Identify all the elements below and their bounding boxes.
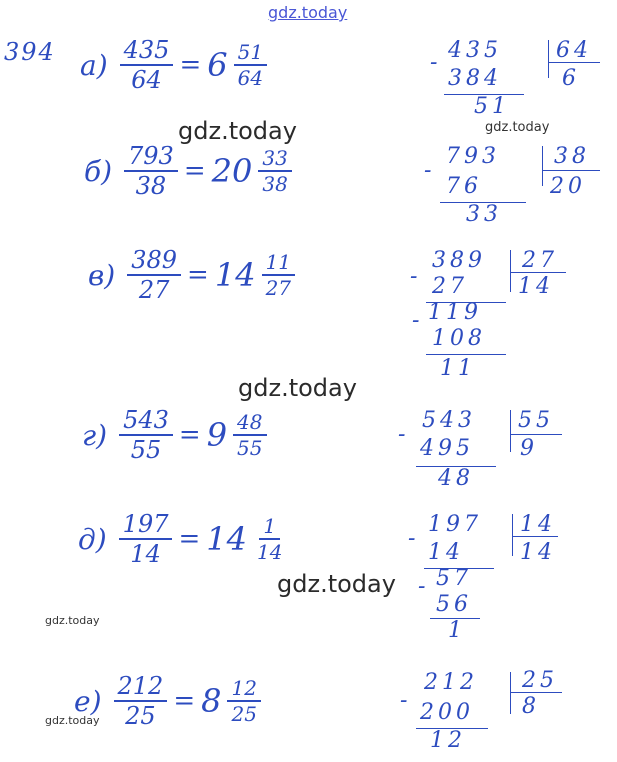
numerator: 793 bbox=[124, 144, 178, 172]
whole-part: 14 bbox=[214, 256, 256, 294]
minus-sign: - bbox=[424, 158, 432, 183]
watermark: gdz.today bbox=[178, 117, 297, 145]
item-label: а) bbox=[80, 48, 108, 82]
denominator: 55 bbox=[237, 436, 263, 460]
divisor: 64 bbox=[556, 38, 592, 63]
denominator: 64 bbox=[237, 66, 264, 90]
numerator: 435 bbox=[120, 38, 174, 66]
denominator: 38 bbox=[135, 172, 167, 200]
division-bar bbox=[510, 672, 511, 714]
numerator: 11 bbox=[262, 252, 295, 276]
division-bar bbox=[510, 250, 511, 292]
denominator: 25 bbox=[231, 702, 257, 726]
minus-sign: - bbox=[412, 308, 420, 333]
equals-sign: = bbox=[187, 260, 209, 290]
quotient: 14 bbox=[520, 540, 556, 565]
numerator: 543 bbox=[119, 408, 173, 436]
quotient: 6 bbox=[562, 66, 580, 91]
equals-sign: = bbox=[179, 50, 202, 80]
watermark: gdz.today bbox=[45, 614, 100, 627]
step: 119 bbox=[428, 300, 482, 325]
minus-sign: - bbox=[410, 264, 418, 289]
numerator: 389 bbox=[127, 248, 181, 276]
item-label: в) bbox=[88, 258, 116, 292]
fraction bbox=[119, 408, 173, 462]
numerator: 12 bbox=[227, 678, 260, 702]
long-division-c bbox=[410, 248, 590, 388]
step: 57 bbox=[436, 566, 472, 591]
numerator: 212 bbox=[114, 674, 168, 702]
remainder: 11 bbox=[440, 356, 476, 381]
item-label: е) bbox=[74, 684, 102, 718]
dividend: 389 bbox=[432, 248, 486, 273]
numerator: 197 bbox=[119, 512, 173, 540]
quotient: 14 bbox=[518, 274, 554, 299]
numerator: 48 bbox=[233, 412, 266, 436]
dividend: 793 bbox=[446, 144, 500, 169]
numerator: 1 bbox=[259, 516, 280, 540]
quotient: 9 bbox=[520, 436, 538, 461]
divisor-rule bbox=[542, 170, 600, 171]
equation-f bbox=[74, 674, 261, 728]
equals-sign: = bbox=[178, 420, 201, 450]
denominator: 25 bbox=[125, 702, 156, 730]
equation-c bbox=[88, 248, 295, 302]
whole-part: 6 bbox=[207, 46, 228, 84]
whole-part: 9 bbox=[206, 416, 228, 454]
step: 27 bbox=[432, 274, 468, 299]
division-bar bbox=[510, 410, 511, 452]
numerator: 33 bbox=[258, 148, 291, 172]
fraction bbox=[124, 144, 178, 198]
step: 384 bbox=[448, 66, 502, 91]
watermark: gdz.today bbox=[485, 120, 550, 135]
divisor: 38 bbox=[554, 144, 590, 169]
step: 14 bbox=[428, 540, 464, 565]
division-bar bbox=[512, 514, 513, 556]
divisor-rule bbox=[510, 434, 562, 435]
denominator: 27 bbox=[265, 276, 292, 300]
watermark: gdz.today bbox=[238, 374, 357, 402]
item-label: б) bbox=[84, 154, 113, 188]
minus-sign: - bbox=[430, 50, 438, 75]
denominator: 27 bbox=[138, 276, 170, 304]
watermark: gdz.today bbox=[45, 714, 100, 727]
fraction bbox=[120, 38, 174, 92]
dividend: 543 bbox=[422, 408, 476, 433]
divisor-rule bbox=[510, 692, 562, 693]
equation-e bbox=[78, 512, 286, 566]
minus-sign: - bbox=[400, 688, 408, 713]
result-fraction bbox=[233, 412, 266, 458]
long-division-b bbox=[424, 144, 610, 228]
division-bar bbox=[542, 146, 543, 186]
denominator: 38 bbox=[262, 172, 288, 196]
dividend: 435 bbox=[448, 38, 502, 63]
minus-sign: - bbox=[408, 526, 416, 551]
divisor: 55 bbox=[518, 408, 554, 433]
denominator: 14 bbox=[130, 540, 161, 568]
quotient: 20 bbox=[550, 174, 586, 199]
equals-sign: = bbox=[173, 686, 196, 716]
equation-d bbox=[82, 408, 267, 462]
numerator: 51 bbox=[234, 42, 267, 66]
long-division-g bbox=[400, 668, 580, 758]
divisor-rule bbox=[548, 62, 600, 63]
fraction bbox=[127, 248, 181, 302]
divisor: 14 bbox=[520, 512, 556, 537]
step: 76 bbox=[446, 174, 482, 199]
fraction bbox=[114, 674, 168, 728]
minus-sign: - bbox=[418, 574, 426, 599]
long-division-a bbox=[430, 38, 610, 118]
denominator: 55 bbox=[130, 436, 162, 464]
divisor: 25 bbox=[522, 668, 558, 693]
remainder: 1 bbox=[448, 618, 466, 643]
whole-part: 20 bbox=[211, 152, 253, 190]
item-label: г) bbox=[82, 418, 108, 452]
result-fraction bbox=[227, 678, 260, 724]
divisor-rule bbox=[512, 536, 558, 537]
watermark: gdz.today bbox=[277, 570, 396, 598]
equals-sign: = bbox=[178, 524, 201, 554]
equals-sign: = bbox=[183, 156, 206, 186]
whole-part: 8 bbox=[201, 682, 222, 720]
result-fraction bbox=[262, 252, 295, 298]
result-fraction bbox=[234, 42, 267, 88]
problem-number: 394 bbox=[4, 38, 56, 66]
step-rule bbox=[426, 354, 506, 355]
equation-b bbox=[84, 144, 292, 198]
divisor: 27 bbox=[522, 248, 558, 273]
minus-sign: - bbox=[398, 422, 406, 447]
remainder: 51 bbox=[474, 94, 510, 119]
whole-part: 14 bbox=[206, 520, 247, 558]
result-fraction bbox=[253, 516, 286, 562]
long-division-f bbox=[408, 512, 578, 644]
remainder: 33 bbox=[466, 202, 502, 227]
step: 495 bbox=[420, 436, 474, 461]
quotient: 8 bbox=[522, 694, 540, 719]
divisor-rule bbox=[510, 272, 566, 273]
remainder: 12 bbox=[430, 728, 466, 753]
dividend: 212 bbox=[424, 670, 478, 695]
item-label: д) bbox=[78, 522, 107, 556]
remainder: 48 bbox=[438, 466, 474, 491]
denominator: 64 bbox=[131, 66, 162, 94]
long-division-d bbox=[398, 408, 578, 496]
watermark-top: gdz.today bbox=[268, 3, 348, 22]
dividend: 197 bbox=[428, 512, 482, 537]
division-bar bbox=[548, 40, 549, 78]
step: 56 bbox=[436, 592, 472, 617]
denominator: 14 bbox=[257, 540, 283, 564]
fraction bbox=[119, 512, 173, 566]
equation-a bbox=[80, 38, 267, 92]
result-fraction bbox=[258, 148, 291, 194]
step: 200 bbox=[420, 700, 474, 725]
step: 108 bbox=[432, 326, 486, 351]
